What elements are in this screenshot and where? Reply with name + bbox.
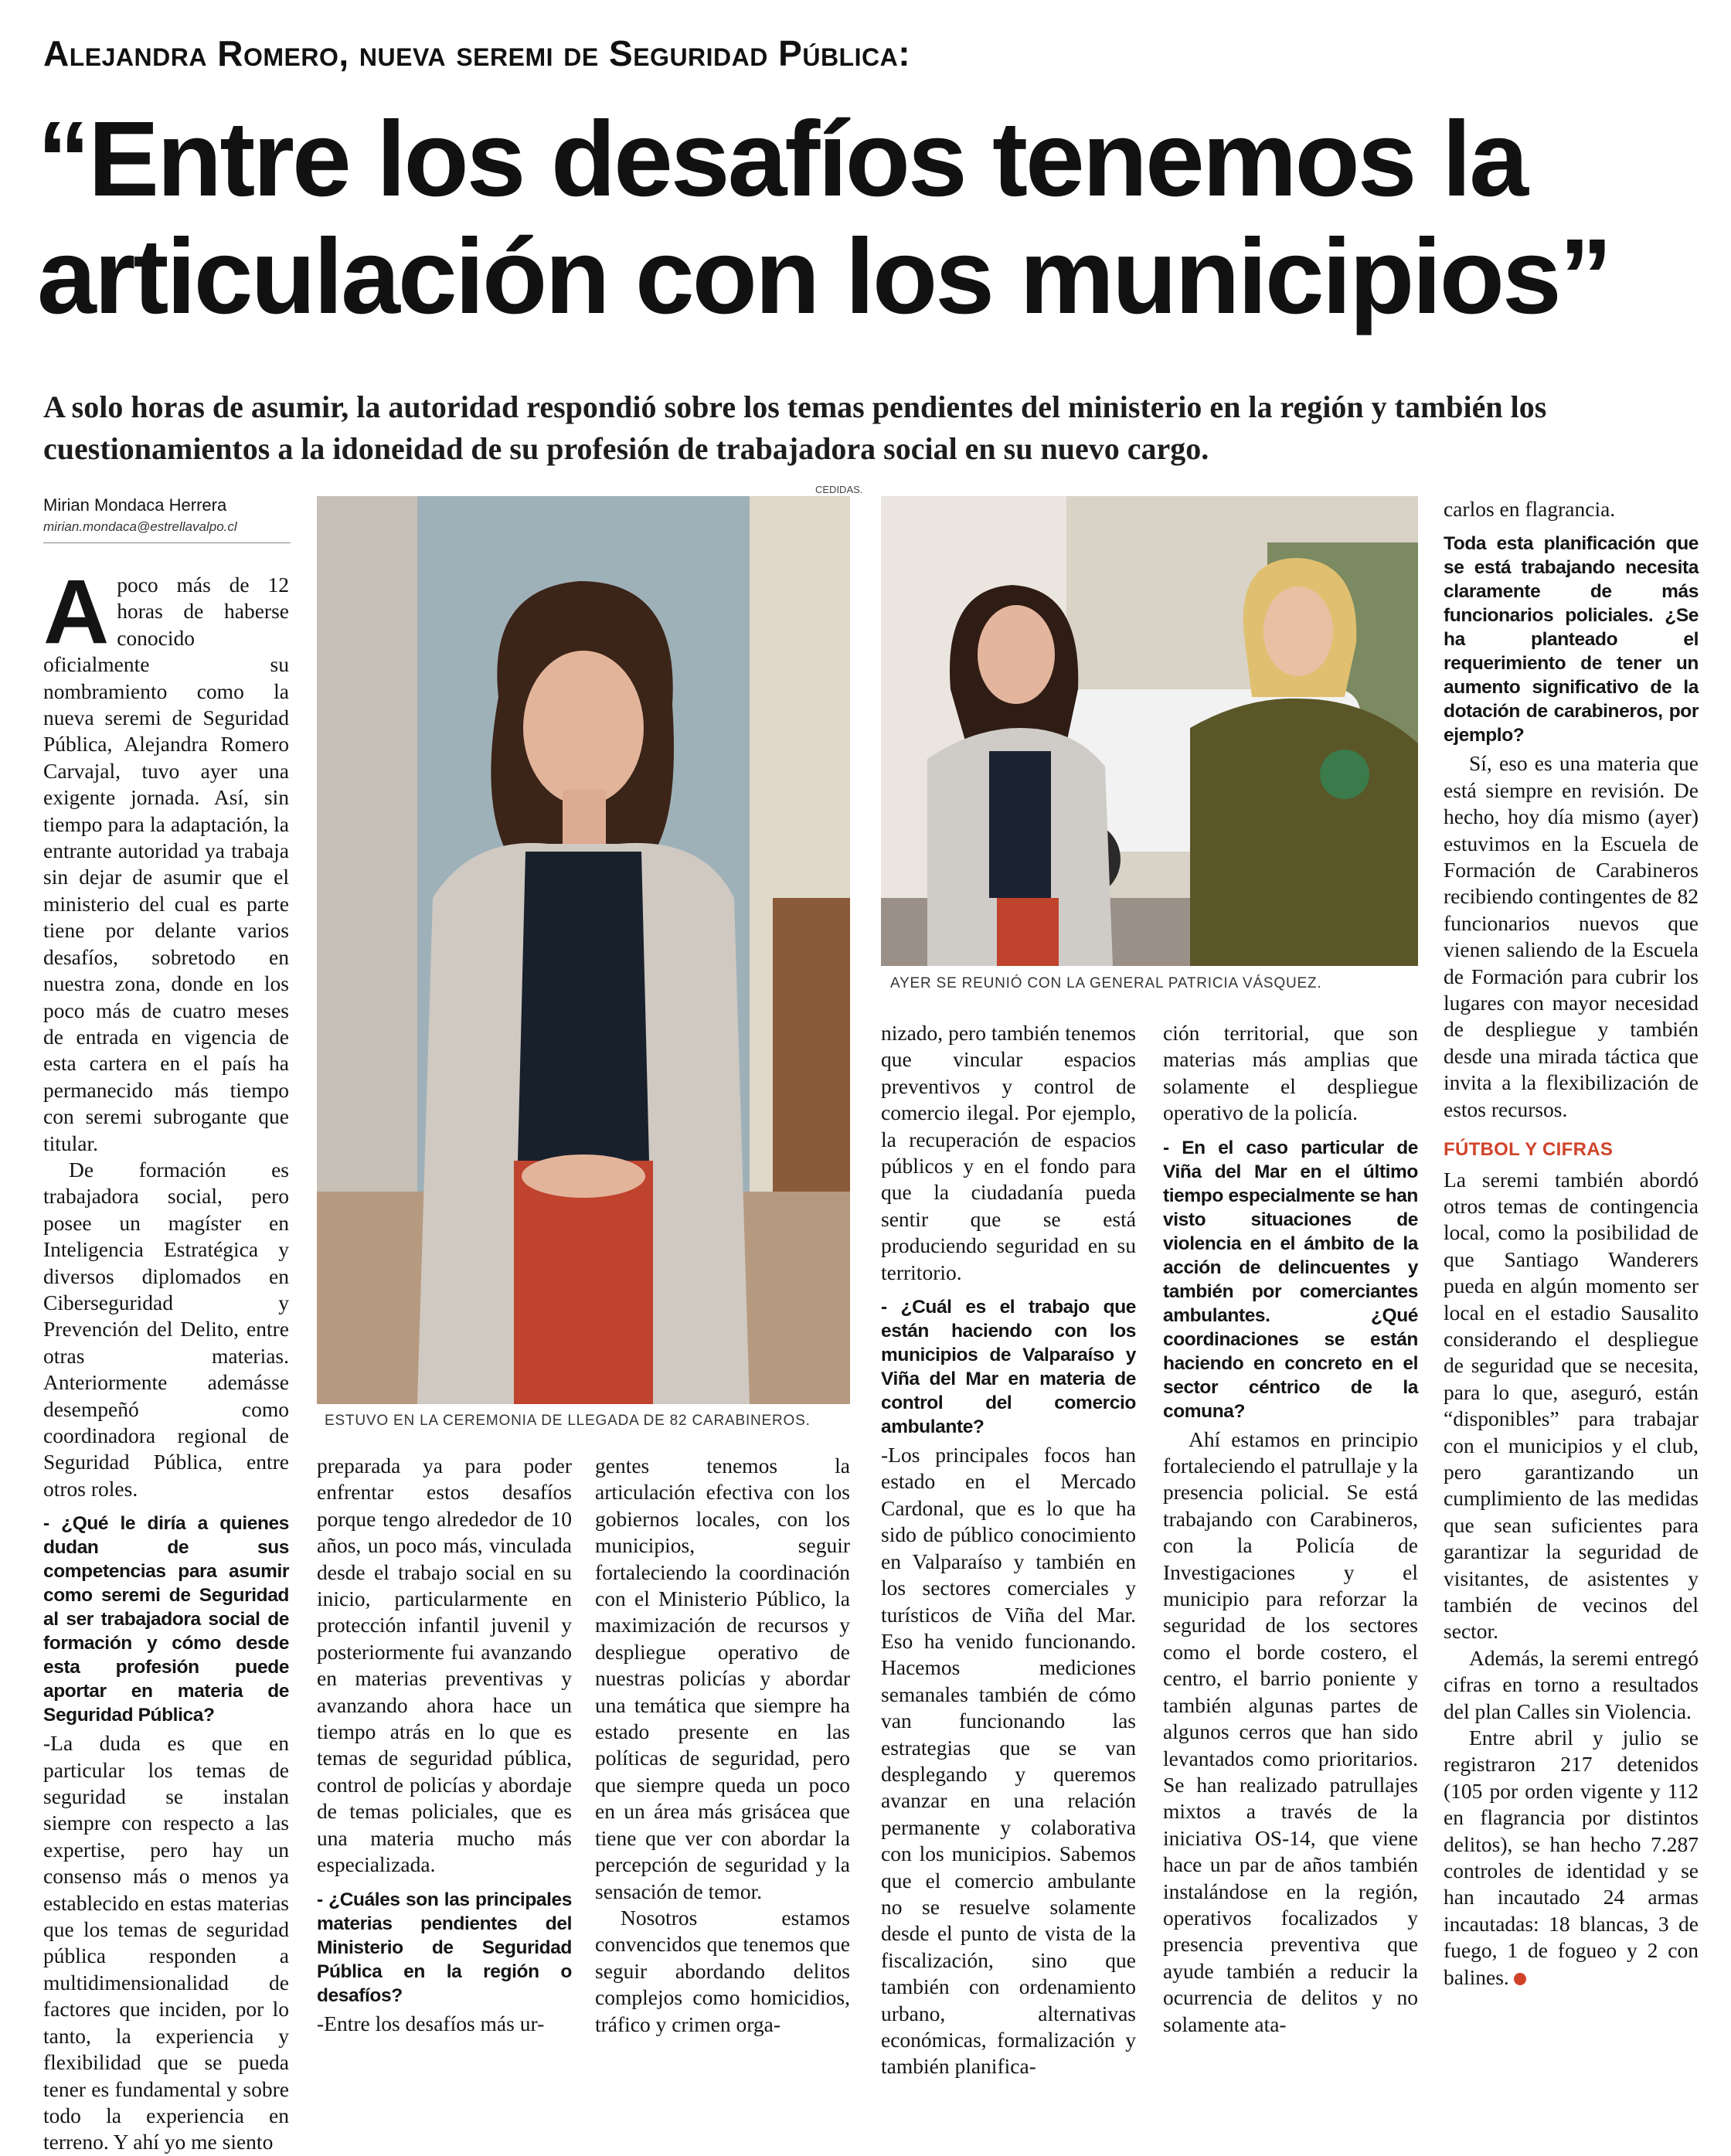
paragraph: nizado, pero también tenemos que vincular espacios preventivos y control de comercio ilegal. Por ejemplo, la recuperación de espacios públicos y en el fondo para que la ciudadanía pueda sentir que se está produciendo seguridad en su territorio.	[881, 1021, 1136, 1284]
paragraph	[1444, 1725, 1699, 1991]
paragraph: carlos en flagrancia.	[1444, 497, 1616, 521]
paragraph: ción territorial, que son materias más amplias que solamente el despliegue operativo de la policía.	[1163, 1021, 1418, 1125]
byline-rule	[43, 542, 291, 543]
photo-credit: CEDIDAS.	[815, 484, 863, 495]
paragraph: Además, la seremi entregó cifras en torno a resultados del plan Calles sin Violencia.	[1444, 1645, 1699, 1723]
text-column-2	[317, 1453, 572, 2040]
paragraph: preparada ya para poder enfrentar estos desafíos porque tengo alrededor de 10 años, un poco más, vinculada desde el trabajo social en su inicio, particularmente en protección infantil juvenil y posteriormente fui avanzando en materias preventivas y avanzando ahora hace un tiempo atrás en lo que es temas de seguridad pública, control de policías y abordaje de temas policiales, que es una materia mucho más especializada.	[317, 1454, 572, 1877]
end-mark-icon	[1514, 1973, 1526, 1985]
portrait-photo	[317, 496, 850, 1404]
paragraph: Nosotros estamos convencidos que tenemos que seguir abordando delitos complejos como homicidios, tráfico y crimen orga-	[595, 1905, 850, 2036]
text-column-5	[1163, 1020, 1418, 2040]
text-column-4	[881, 1020, 1136, 2079]
caption-portrait: ESTUVO EN LA CEREMONIA DE LLEGADA DE 82 CARABINEROS.	[325, 1413, 811, 1429]
text-column-1	[43, 561, 289, 2154]
section-subhead: FÚTBOL Y CIFRAS	[1444, 1139, 1614, 1161]
paragraph: De formación es trabajadora social, pero posee un magíster en Inteligencia Estratégica y diversos diplomados en Ciberseguridad y Prevención del Delito, entre otras materias. Anteriormente ademásse desempeñó como coordinadora regional de Seguridad Pública, entre otros roles.	[43, 1157, 289, 1501]
paragraph: La seremi también abordó otros temas de contingencia local, como la posibilidad de que Santiago Wanderers pueda en algún momento ser local en el estadio Sausalito considerando el despliegue de seguridad que se necesita, para lo que, aseguró, están “disponibles” para trabajar con el municipios y el club, pero garantizando un cumplimiento de las medidas que sean suficientes para garantizar la seguridad de visitantes, de asistentes y también de vecinos del sector.	[1444, 1167, 1699, 1644]
interview-question: - ¿Qué le diría a quienes dudan de sus competencias para asumir como seremi de Seguridad al ser trabajadora social de formación y cómo desde esta profesión puede aportar en materia de Seguridad Pública?	[43, 1513, 289, 1726]
lead-paragraph-text: poco más de 12 horas de haberse conocido oficialmente su nombramiento como la nueva seremi de Seguridad Pública, Alejandra Romero Carvajal, tuvo ayer una exigente jornada. Así, sin tiempo para la adaptación, la entrante autoridad ya trabaja sin dejar de asumir que el ministerio del cual es parte tiene por delante varios desafíos, sobretodo en nuestra zona, donde en los poco más de cuatro meses de entrada en vigencia de esta cartera en el país ha permanecido más tiempo con seremi subrogante que titular.	[43, 573, 289, 1155]
drop-cap: A	[43, 561, 110, 663]
caption-meeting: AYER SE REUNIÓ CON LA GENERAL PATRICIA VÁSQUEZ.	[890, 975, 1322, 991]
interview-answer: Sí, eso es una materia que está siempre en revisión. De hecho, hoy día mismo (ayer) estuvimos en la Escuela de Formación de Carabineros recibiendo contingentes de 82 funcionarios nuevos que vienen saliendo de la Escuela de Formación para cubrir los lugares con mayor necesidad de despliegue y también desde una mirada táctica que invita a la flexibilización de estos recursos.	[1444, 751, 1699, 1121]
author-name: Mirian Mondaca Herrera	[43, 495, 227, 515]
paragraph	[43, 561, 289, 1157]
kicker: Alejandra Romero, nueva seremi de Seguridad Pública:	[43, 33, 911, 73]
deck: A solo horas de asumir, la autoridad respondió sobre los temas pendientes del ministerio en la región y también los cuestionamientos a la idoneidad de su profesión de trabajadora social en su nuevo cargo.	[43, 389, 1547, 466]
text-column-6	[1444, 496, 1699, 2042]
interview-question: - ¿Cuáles son las principales materias pendientes del Ministerio de Seguridad Pública en la región o desafíos?	[317, 1889, 572, 2006]
headline: “Entre los desafíos tenemos la articulación con los municipios”	[37, 100, 1610, 336]
interview-answer: Ahí estamos en principio fortaleciendo el patrullaje y la presencia policial. Se está trabajando con Carabineros, con la Policía de Investigaciones y el municipio para reforzar la seguridad de los sectores como el borde costero, el centro, el barrio poniente y también algunas partes de algunos cerros que han sido levantados como prioritarios. Se han realizado patrullajes mixtos a través de la iniciativa OS-14, que viene hace un par de años también instalándose en la región, operativos focalizados y presencia preventiva que ayude también a reducir la ocurrencia de delitos y no solamente ata-	[1163, 1427, 1418, 2036]
interview-question: - En el caso particular de Viña del Mar en el último tiempo especialmente se han visto situaciones de violencia en el ámbito de la acción de delincuentes y también por comerciantes ambulantes. ¿Qué coordinaciones se están haciendo en concreto en el sector céntrico de la comuna?	[1163, 1137, 1418, 1422]
interview-answer: -La duda es que en particular los temas de seguridad se instalan siempre con respecto a las expertise, pero hay un consenso más o menos ya establecido en estas materias que los temas de seguridad pública responden a multidimensionalidad de factores que inciden, por lo tanto, la experiencia y flexibilidad que se pueda tener es fundamental y sobre todo la experiencia en terreno. Y ahí yo me siento	[43, 1731, 289, 2154]
closing-paragraph-text: Entre abril y julio se registraron 217 detenidos (105 por orden vigente y 112 en flagrancia por distintos delitos), se han hecho 7.287 controles de identidad y se han incautado 24 armas incautadas: 18 blancas, 3 de fuego, 1 de fogueo y 2 con balines.	[1444, 1726, 1699, 1989]
portrait-photo-illustration	[317, 496, 850, 1404]
author-email[interactable]: mirian.mondaca@estrellavalpo.cl	[43, 519, 237, 534]
meeting-photo-illustration	[881, 496, 1418, 966]
meeting-photo	[881, 496, 1418, 966]
interview-answer: -Entre los desafíos más ur-	[317, 2011, 545, 2035]
interview-question: Toda esta planificación que se está trabajando necesita claramente de más funcionarios policiales. ¿Se ha planteado el requerimiento de tener un aumento significativo de la dotación de carabineros, por ejemplo?	[1444, 533, 1699, 746]
interview-answer: -Los principales focos han estado en el Mercado Cardonal, que es lo que ha sido de público conocimiento en Valparaíso y también en los sectores comerciales y turísticos de Viña del Mar. Eso ha venido funcionando. Hacemos mediciones semanales también de cómo van funcionando las estrategias que se van desplegando y queremos avanzar en una relación permanente y colaborativa con los municipios. Sabemos que el comercio ambulante no se resuelve solamente desde el punto de vista de la fiscalización, sino que también con ordenamiento urbano, alternativas económicas, formalización y también planifica-	[881, 1443, 1136, 2079]
byline	[43, 495, 291, 543]
interview-question: - ¿Cuál es el trabajo que están haciendo con los municipios de Valparaíso y Viña del Mar en materia de control del comercio ambulante?	[881, 1297, 1136, 1438]
paragraph: gentes tenemos la articulación efectiva con los gobiernos locales, con los municipios, seguir fortaleciendo la coordinación con el Ministerio Público, la maximización de recursos y despliegue operativo de nuestras policías y abordar una temática que siempre ha estado presente en las políticas de seguridad, pero que siempre queda un poco en un área más grisácea que tiene que ver con abordar la percepción de seguridad y la sensación de temor.	[595, 1454, 850, 1903]
text-column-3	[595, 1453, 850, 2040]
